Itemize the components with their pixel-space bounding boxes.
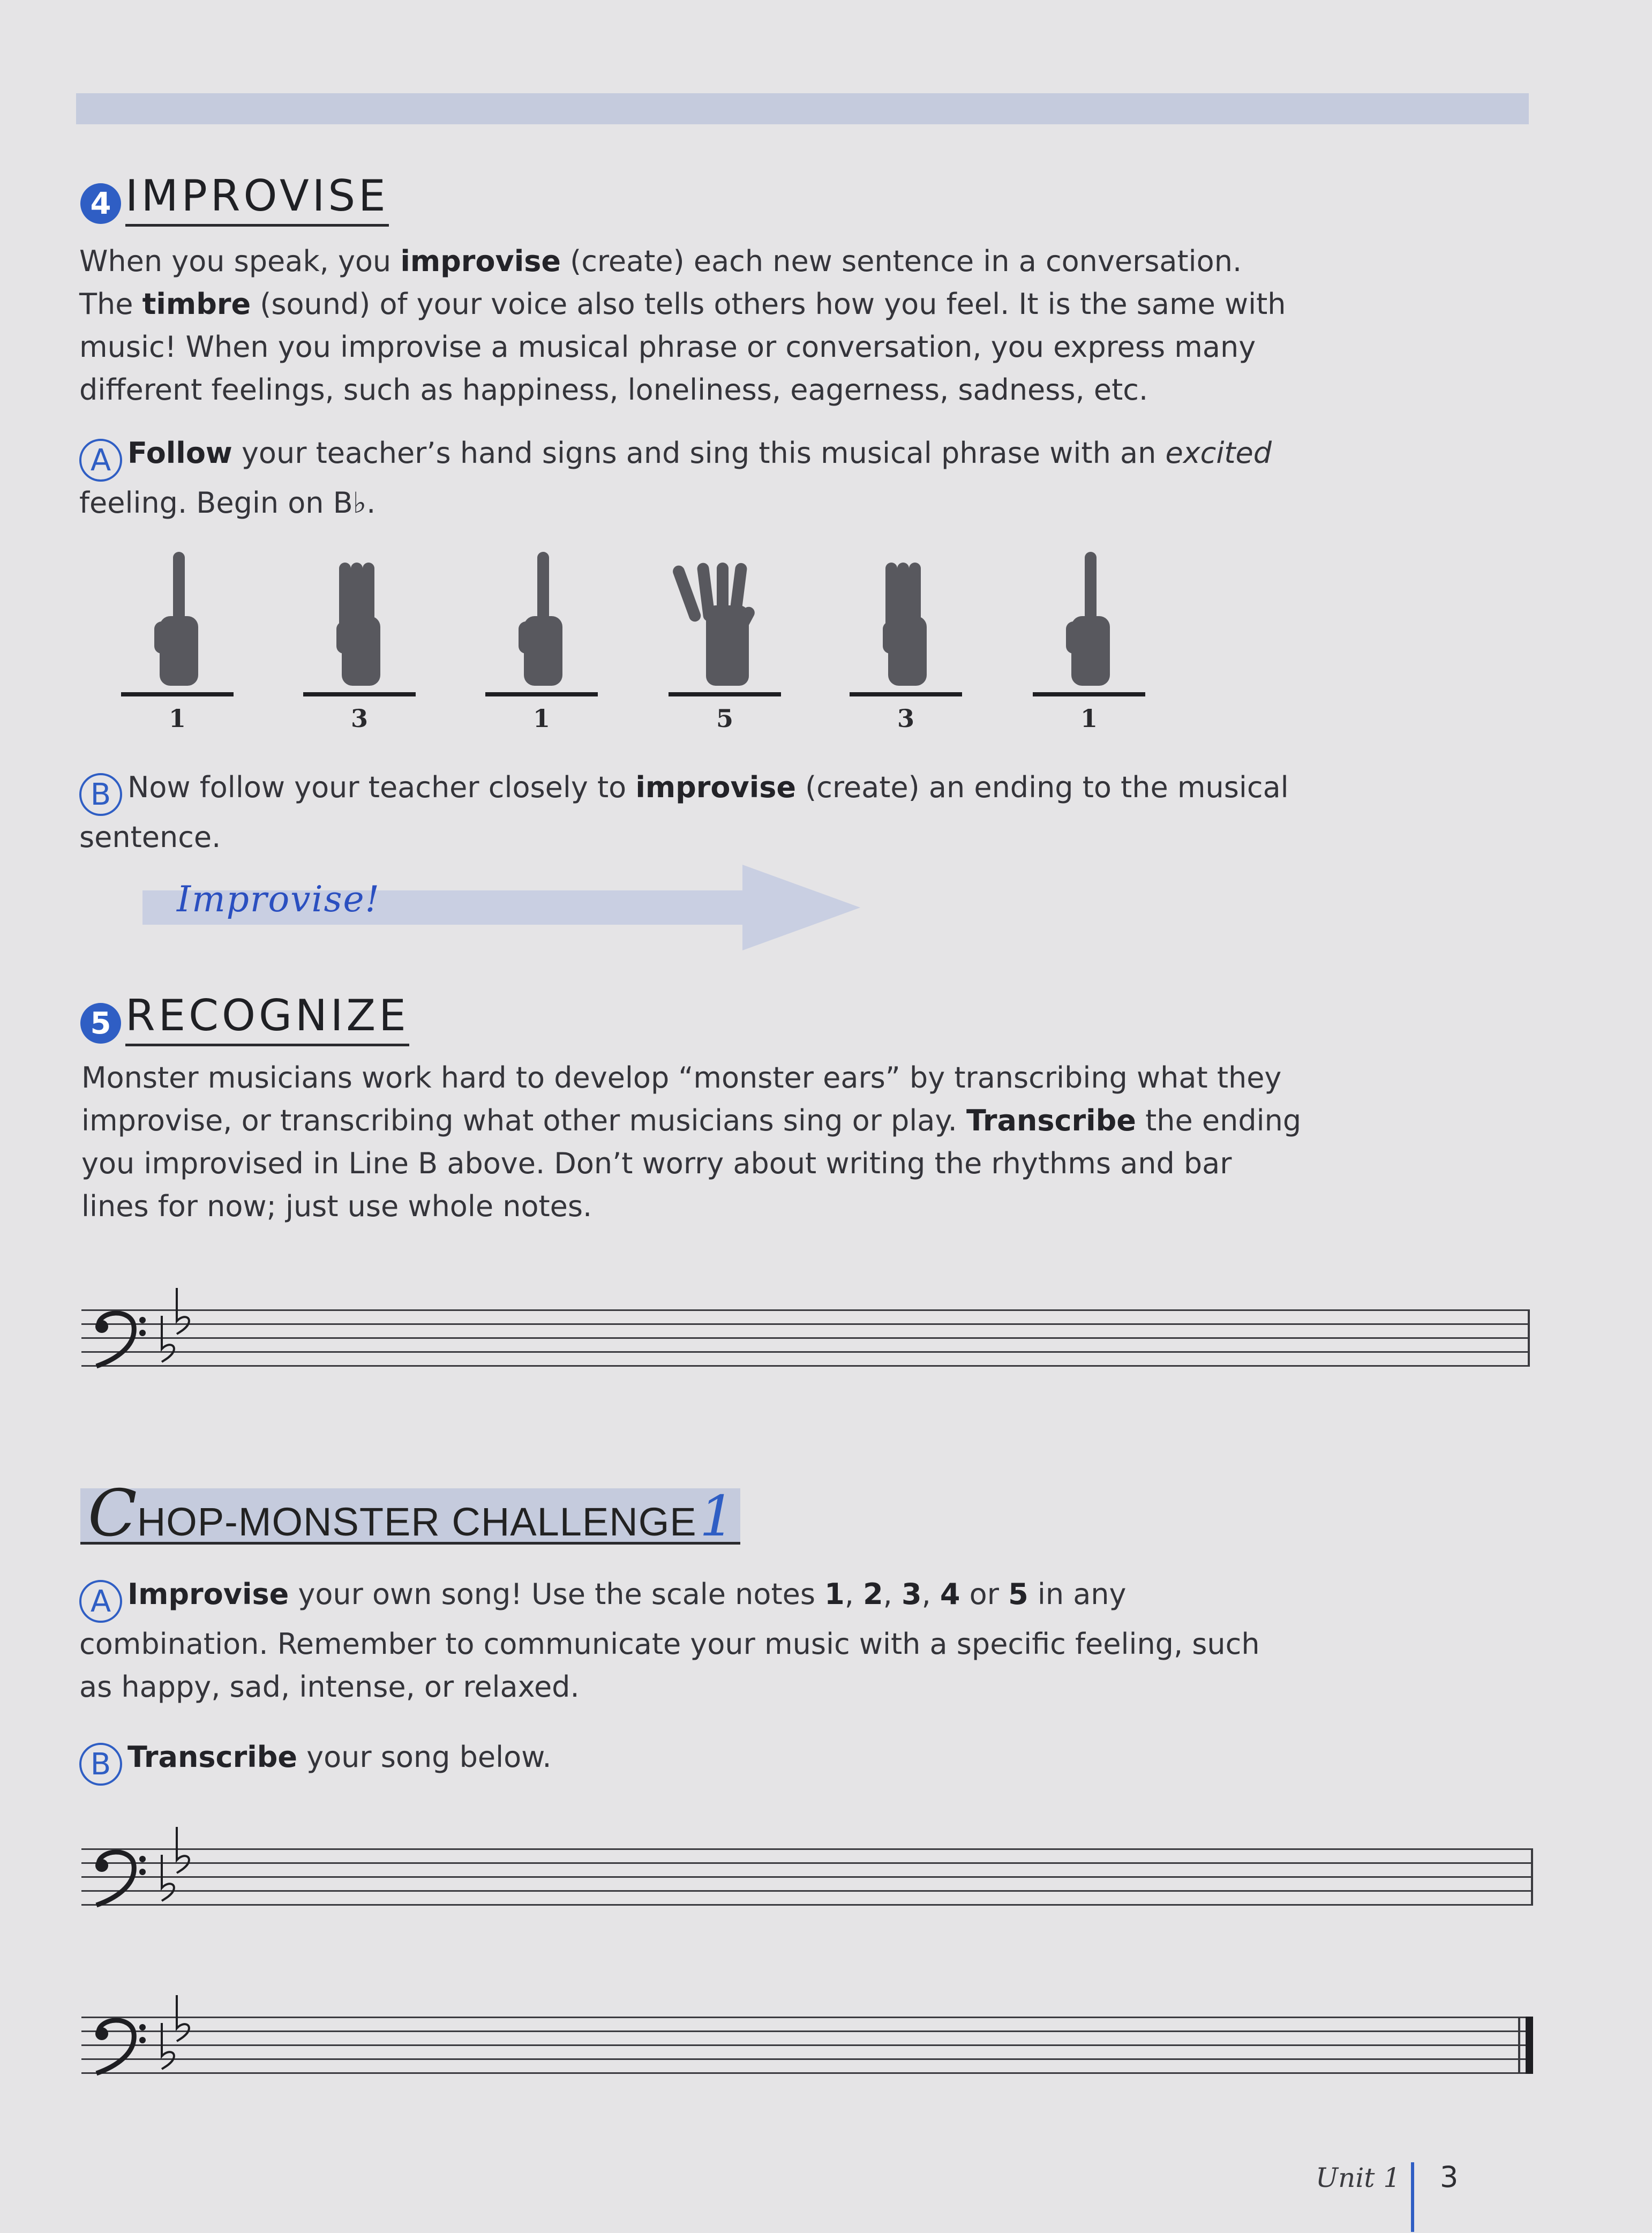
step-letter-badge: B <box>79 1743 122 1786</box>
chop-step-a-line-3 <box>79 1670 580 1704</box>
text-run: Follow <box>127 436 232 470</box>
bar-line <box>1526 2017 1533 2074</box>
staff-line <box>81 1365 1530 1367</box>
bar-line-thin <box>1518 2017 1520 2074</box>
chop-step-a-line-2 <box>79 1627 1260 1661</box>
flat-icon <box>151 1286 215 1366</box>
section-5-paragraph <box>81 1056 1301 1228</box>
section-number-badge: 5 <box>80 1003 121 1044</box>
text-run: (create) each new sentence in a conversation. <box>560 244 1242 278</box>
hand-sign-number: 1 <box>168 704 186 733</box>
paragraph-line <box>79 240 1286 283</box>
text-run: different feelings, such as happiness, loneliness, eagerness, sadness, etc. <box>79 373 1148 407</box>
step-b-improvise <box>79 766 1289 859</box>
staff-line <box>81 1848 1533 1850</box>
footer-divider <box>1411 2162 1414 2232</box>
chop-step-a <box>79 1573 1260 1709</box>
text-run: feeling. Begin on B♭. <box>79 486 376 520</box>
text-run: , <box>921 1577 940 1611</box>
text-run: combination. Remember to communicate your music with a specific feeling, such <box>79 1627 1260 1661</box>
paragraph-line <box>79 326 1286 369</box>
chop-step-b <box>79 1736 552 1786</box>
text-run: , <box>883 1577 902 1611</box>
text-run: the ending <box>1136 1104 1302 1137</box>
improvise-arrow-label: Improvise! <box>177 879 381 920</box>
step-a-follow <box>79 432 1272 524</box>
step-letter-badge: A <box>79 439 122 482</box>
step-b-line-2 <box>79 820 221 854</box>
section-4-paragraph <box>79 240 1286 411</box>
flat-icon <box>151 1825 215 1905</box>
text-run: you improvised in Line B above. Don’t worry about writing the rhythms and bar <box>81 1147 1232 1180</box>
section-title: IMPROVISE <box>125 171 389 227</box>
text-run: your own song! Use the scale notes <box>289 1577 825 1611</box>
text-run: music! When you improvise a musical phrase or conversation, you express many <box>79 330 1256 364</box>
text-run: The <box>79 287 142 321</box>
hand-sign-number: 1 <box>1080 704 1098 733</box>
chop-step-a-line-1 <box>127 1577 1127 1611</box>
chop-number: 1 <box>699 1483 735 1549</box>
staff-line <box>81 1862 1533 1864</box>
text-run: improvise <box>400 244 561 278</box>
section-title: RECOGNIZE <box>125 991 409 1046</box>
text-run: your song below. <box>297 1740 552 1774</box>
text-run: 3 <box>902 1577 922 1611</box>
paragraph-line <box>81 1142 1301 1185</box>
section-5-heading <box>80 991 409 1044</box>
text-run: sentence. <box>79 820 221 854</box>
section-number-badge: 4 <box>80 183 121 224</box>
paragraph-line <box>81 1185 1301 1228</box>
text-run: as happy, sad, intense, or relaxed. <box>79 1670 580 1704</box>
staff-line <box>81 2072 1533 2074</box>
text-run: Monster musicians work hard to develop “monster ears” by transcribing what they <box>81 1061 1282 1095</box>
text-run: Transcribe <box>127 1740 297 1774</box>
text-run: , <box>844 1577 863 1611</box>
hand-sign <box>480 541 603 733</box>
text-run: 1 <box>824 1577 845 1611</box>
footer-unit: Unit 1 <box>1316 2162 1401 2193</box>
staff-line <box>81 2030 1533 2032</box>
text-run: improvise, or transcribing what other musicians sing or play. <box>81 1104 966 1137</box>
paragraph-line <box>79 283 1286 326</box>
hand-sign <box>116 541 239 733</box>
step-a-line-1 <box>127 436 1272 470</box>
hand-sign-icon <box>298 541 421 702</box>
music-staff-2 <box>81 1848 1533 1906</box>
hand-sign-icon <box>480 541 603 702</box>
hand-sign <box>844 541 967 733</box>
text-run: (create) an ending to the musical <box>796 770 1289 804</box>
text-run: 4 <box>940 1577 960 1611</box>
staff-line <box>81 1309 1530 1311</box>
text-run: timbre <box>142 287 251 321</box>
staff-line <box>81 1890 1533 1892</box>
flat-icon <box>151 1993 215 2073</box>
text-run: 2 <box>863 1577 883 1611</box>
text-run: improvise <box>635 770 796 804</box>
text-run: When you speak, you <box>79 244 401 278</box>
step-a-line-2 <box>79 486 376 520</box>
text-run: lines for now; just use whole notes. <box>81 1189 592 1223</box>
top-color-band <box>76 93 1529 124</box>
step-b-line-1 <box>127 770 1289 804</box>
chop-title <box>88 1477 735 1551</box>
text-run: in any <box>1028 1577 1127 1611</box>
text-run: excited <box>1165 436 1272 470</box>
hand-sign-number: 3 <box>350 704 368 733</box>
text-run: Now follow your teacher closely to <box>127 770 636 804</box>
hand-sign <box>298 541 421 733</box>
section-4-heading <box>80 171 389 224</box>
hand-sign-icon <box>663 541 786 702</box>
music-staff-3 <box>81 2017 1533 2074</box>
text-run: Improvise <box>127 1577 289 1611</box>
music-staff-1 <box>81 1309 1530 1367</box>
paragraph-line <box>81 1056 1301 1099</box>
text-run: 5 <box>1008 1577 1028 1611</box>
text-run: your teacher’s hand signs and sing this musical phrase with an <box>232 436 1166 470</box>
step-letter-badge: B <box>79 773 122 816</box>
chop-monster-banner <box>80 1477 740 1551</box>
hand-sign-number: 3 <box>897 704 914 733</box>
hand-sign <box>1027 541 1151 733</box>
hand-sign-icon <box>844 541 967 702</box>
staff-line <box>81 2044 1533 2046</box>
hand-sign <box>663 541 786 733</box>
staff-line <box>81 2058 1533 2060</box>
hand-sign-number: 5 <box>716 704 733 733</box>
chop-title-text: HOP-MONSTER CHALLENGE <box>137 1500 697 1544</box>
text-run: or <box>960 1577 1009 1611</box>
chop-initial-c: C <box>88 1477 137 1551</box>
staff-line <box>81 1876 1533 1878</box>
staff-line <box>81 2017 1533 2018</box>
paragraph-line <box>79 369 1286 411</box>
hand-sign-number: 1 <box>532 704 550 733</box>
staff-line <box>81 1337 1530 1339</box>
hand-sign-icon <box>1027 541 1151 702</box>
step-letter-badge: A <box>79 1580 122 1623</box>
hand-sign-icon <box>116 541 239 702</box>
bar-line <box>1528 1309 1530 1367</box>
text-run: (sound) of your voice also tells others how you feel. It is the same with <box>251 287 1286 321</box>
page-number: 3 <box>1440 2160 1459 2194</box>
chop-step-b-line-1 <box>127 1740 552 1774</box>
staff-line <box>81 1351 1530 1353</box>
paragraph-line <box>81 1099 1301 1142</box>
bar-line <box>1531 1848 1533 1906</box>
staff-line <box>81 1904 1533 1906</box>
text-run: Transcribe <box>966 1104 1136 1137</box>
staff-line <box>81 1323 1530 1325</box>
